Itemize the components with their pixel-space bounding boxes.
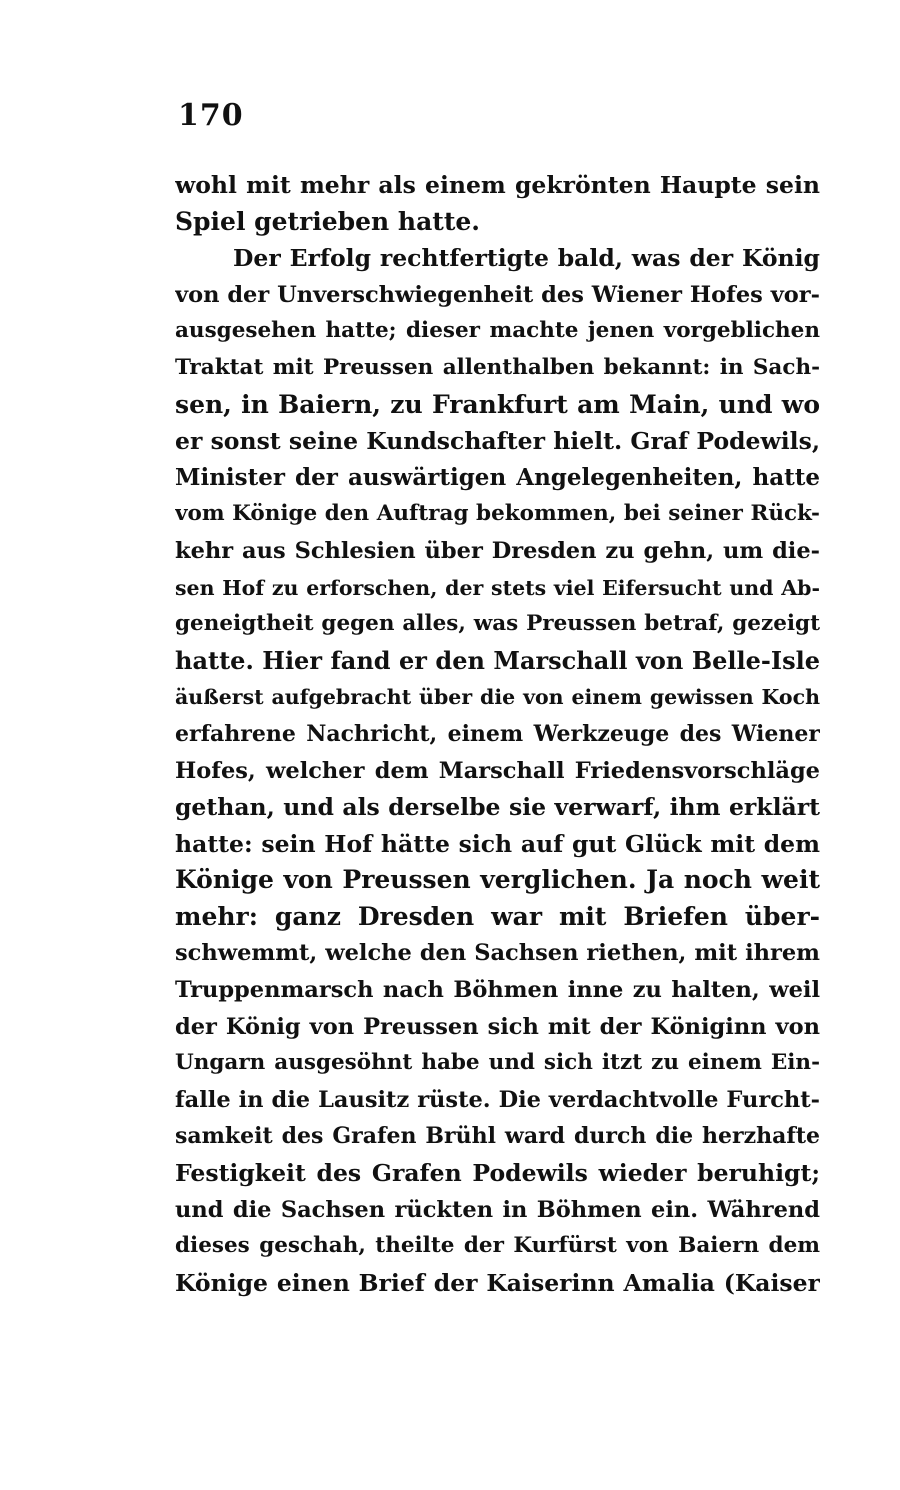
text-line: Der Erfolg rechtfertigte bald, was der König	[233, 244, 820, 273]
text-line: schwemmt, welche den Sachsen riethen, mit ihrem	[175, 940, 820, 967]
text-line: Traktat mit Preussen allenthalben bekannt: in Sach-	[175, 354, 820, 380]
text-line: Könige von Preussen verglichen. Ja noch weit	[175, 865, 820, 895]
text-line: äußerst aufgebracht über die von einem gewissen Koch	[175, 685, 820, 710]
text-line: er sonst seine Kundschafter hielt. Graf Podewils,	[175, 427, 820, 456]
text-line: hatte: sein Hof hätte sich auf gut Glück mit dem	[175, 829, 820, 858]
text-line: ausgesehen hatte; dieser machte jenen vorgeblichen	[175, 318, 820, 344]
text-line: Könige einen Brief der Kaiserinn Amalia (Kaiser	[175, 1268, 820, 1297]
text-line: von der Unverschwiegenheit des Wiener Hofes vor-	[175, 281, 820, 308]
text-line: wohl mit mehr als einem gekrönten Haupte sein	[175, 171, 820, 199]
text-line: und die Sachsen rückten in Böhmen ein. Während	[175, 1196, 820, 1223]
text-line: Hofes, welcher dem Marschall Friedensvorschläge	[175, 757, 820, 784]
text-line: gethan, und als derselbe sie verwarf, ihm erklärt	[175, 793, 820, 822]
page-number: 170	[178, 98, 244, 133]
text-line: sen, in Baiern, zu Frankfurt am Main, und wo	[175, 389, 820, 419]
text-line: geneigtheit gegen alles, was Preussen betraf, gezeigt	[175, 611, 820, 637]
text-line: dieses geschah, theilte der Kurfürst von Baiern dem	[175, 1233, 820, 1259]
text-line: Spiel getrieben hatte.	[175, 206, 480, 236]
text-line: der König von Preussen sich mit der Königinn von	[175, 1013, 820, 1040]
text-line: hatte. Hier fand er den Marschall von Belle-Isle	[175, 645, 820, 675]
text-line: Minister der auswärtigen Angelegenheiten, hatte	[175, 463, 820, 491]
text-line: sen Hof zu erforschen, der stets viel Eifersucht und Ab-	[175, 575, 820, 600]
text-line: kehr aus Schlesien über Dresden zu gehn, um die-	[175, 537, 820, 564]
text-line: samkeit des Grafen Brühl ward durch die herzhafte	[175, 1123, 820, 1150]
text-line: erfahrene Nachricht, einem Werkzeuge des Wiener	[175, 720, 820, 747]
text-line: Ungarn ausgesöhnt habe und sich itzt zu einem Ein-	[175, 1050, 820, 1076]
text-line: mehr: ganz Dresden war mit Briefen über-	[175, 901, 820, 931]
text-line: Truppenmarsch nach Böhmen inne zu halten, weil	[175, 977, 820, 1004]
text-line: vom Könige den Auftrag bekommen, bei seiner Rück-	[175, 501, 820, 527]
body-text	[175, 167, 820, 1301]
text-line: falle in die Lausitz rüste. Die verdachtvolle Furcht-	[175, 1086, 820, 1113]
text-line: Festigkeit des Grafen Podewils wieder beruhigt;	[175, 1159, 820, 1188]
